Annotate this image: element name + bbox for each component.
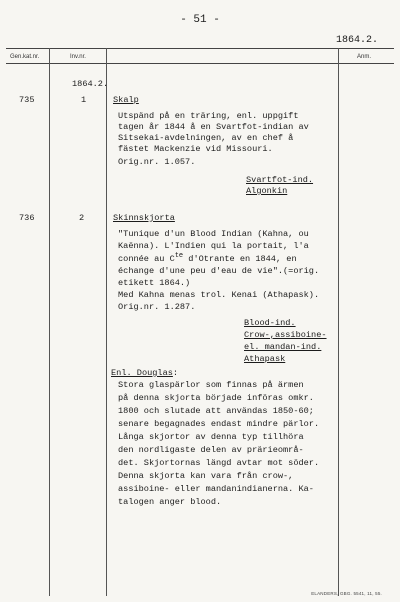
entry-2-line <box>118 254 297 266</box>
note-line: assiboine- eller mandanindianerna. Ka- <box>118 484 314 494</box>
entry-2-classification: Blood-ind. <box>244 318 296 328</box>
entry-2-line-part: connée au C <box>118 254 175 264</box>
column-divider-2 <box>106 48 107 596</box>
entry-1-catalog-number: 735 <box>19 95 35 105</box>
entry-2-superscript: te <box>174 252 184 260</box>
entry-1-inventory-number: 1 <box>81 95 87 105</box>
note-line: den nordligaste delen av prärieområ- <box>118 445 304 455</box>
entry-1-line: fästet Mackenzie vid Missouri. <box>118 144 273 154</box>
entry-2-line: Kaënna). L'Indien qui la portait, l'a <box>118 241 309 251</box>
entry-1-line: Utspänd på en träring, enl. uppgift <box>118 111 299 121</box>
entry-1-classification: Svartfot-ind. <box>246 175 314 185</box>
entry-2-line: Med Kahna menas trol. Kenai (Athapask). <box>118 290 320 300</box>
note-colon: : <box>172 368 179 378</box>
entry-2-classification: Crow-,assiboine- <box>244 330 327 340</box>
column-header-inventory: Inv.nr. <box>70 54 86 60</box>
note-heading <box>111 368 178 379</box>
note-line: talogen anger blood. <box>118 497 222 507</box>
note-line: på denna skjorta började införas omkr. <box>118 393 314 403</box>
inventory-header: 1864.2. <box>72 79 109 89</box>
header-rule <box>6 63 394 64</box>
column-divider-1 <box>49 48 50 596</box>
note-line: senare begagnades endast mindre pärlor. <box>118 419 320 429</box>
entry-2-catalog-number: 736 <box>19 213 35 223</box>
note-label: Enl. Douglas <box>111 368 173 378</box>
entry-2-line-part: d'Otrante en 1844, en <box>183 254 297 264</box>
note-line: Denna skjorta kan vara från crow-, <box>118 471 294 481</box>
entry-1-line: Orig.nr. 1.057. <box>118 157 196 167</box>
note-line: Långa skjortor av denna typ tillhöra <box>118 432 304 442</box>
column-header-remarks: Anm. <box>357 54 372 60</box>
note-line: det. Skjortornas längd avtar mot söder. <box>118 458 320 468</box>
entry-2-line: "Tunique d'un Blood Indian (Kahna, ou <box>118 229 309 239</box>
column-divider-3 <box>338 48 339 596</box>
entry-2-line: etikett 1864.) <box>118 278 191 288</box>
entry-2-classification: Athapask <box>244 354 286 364</box>
entry-1-title: Skalp <box>113 95 139 105</box>
top-rule <box>6 48 394 49</box>
entry-2-inventory-number: 2 <box>79 213 85 223</box>
note-line: 1800 och slutade att användas 1850-60; <box>118 406 314 416</box>
entry-2-line: échange d'une peu d'eau de vie".(=orig. <box>118 266 320 276</box>
column-header-catalog: Gen.kat.nr. <box>10 54 40 60</box>
entry-1-classification: Algonkin <box>246 186 288 196</box>
entry-1-line: tagen år 1844 å en Svartfot-indian av <box>118 122 309 132</box>
entry-2-line: Orig.nr. 1.287. <box>118 302 196 312</box>
printer-stamp: ELANDERS, GBG. 5541, 11, 55. <box>311 591 382 596</box>
entry-1-line: Sitsekai-avdelningen, av en chef å <box>118 133 294 143</box>
entry-2-title: Skinnskjorta <box>113 213 175 223</box>
header-reference: 1864.2. <box>335 35 378 46</box>
page-number: - 51 - <box>180 14 220 26</box>
note-line: Stora glaspärlor som finnas på ärmen <box>118 380 304 390</box>
entry-2-classification: el. mandan-ind. <box>244 342 322 352</box>
